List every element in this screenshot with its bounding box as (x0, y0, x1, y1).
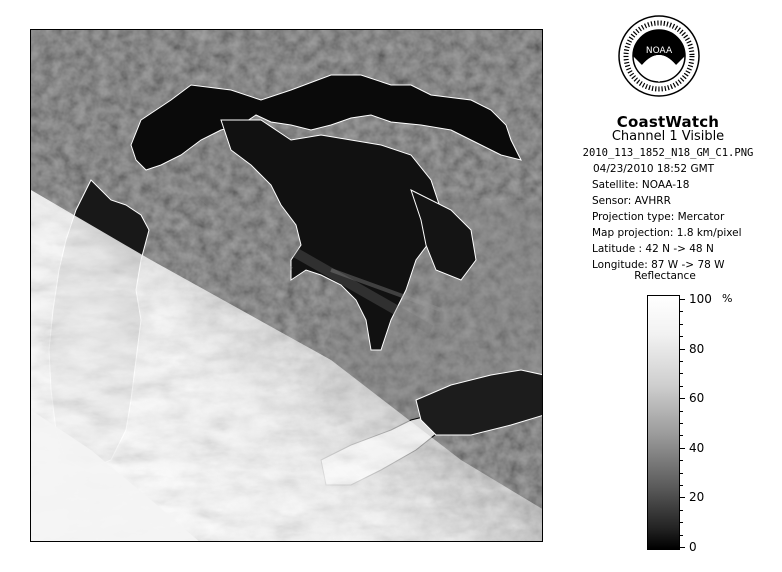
colorbar-minor-tick (680, 473, 683, 474)
colorbar-tick (680, 299, 685, 300)
colorbar-minor-tick (680, 423, 683, 424)
colorbar-tick (680, 547, 685, 548)
colorbar-minor-tick (680, 535, 683, 536)
colorbar-tick (680, 398, 685, 399)
colorbar-minor-tick (680, 435, 683, 436)
colorbar-tick-label: 100 (689, 292, 712, 306)
colorbar-minor-tick (680, 460, 683, 461)
colorbar-tick-label: 80 (689, 341, 705, 356)
colorbar-tick (680, 349, 685, 350)
longitude-text: Longitude: 87 W -> 78 W (592, 259, 725, 271)
colorbar-minor-tick (680, 324, 683, 325)
satellite-image (30, 29, 543, 542)
map-projection-text: Map projection: 1.8 km/pixel (592, 227, 742, 239)
colorbar-tick-label: 60 (689, 391, 705, 406)
sensor-text: Sensor: AVHRR (592, 195, 671, 207)
colorbar-minor-tick (680, 311, 683, 312)
latitude-text: Latitude : 42 N -> 48 N (592, 243, 714, 255)
colorbar-minor-tick (680, 386, 683, 387)
colorbar-tick-label: 0 (689, 540, 697, 554)
colorbar-minor-tick (680, 336, 683, 337)
noaa-logo-icon (618, 15, 700, 97)
colorbar-minor-tick (680, 510, 683, 511)
colorbar-tick (680, 497, 685, 498)
satellite-text: Satellite: NOAA-18 (592, 179, 690, 191)
logo-text: NOAA (645, 46, 673, 56)
reflectance-colorbar (647, 295, 680, 550)
projection-type-text: Projection type: Mercator (592, 211, 725, 223)
colorbar-unit: % (722, 292, 733, 305)
colorbar-minor-tick (680, 361, 683, 362)
colorbar-tick-label: 40 (689, 440, 705, 455)
datetime-text: 04/23/2010 18:52 GMT (593, 163, 715, 175)
colorbar-title: Reflectance (634, 270, 696, 282)
colorbar-minor-tick (680, 485, 683, 486)
colorbar-minor-tick (680, 411, 683, 412)
colorbar-tick-label: 20 (689, 490, 705, 505)
app-title: CoastWatch (616, 113, 720, 131)
channel-subtitle: Channel 1 Visible (611, 129, 725, 144)
colorbar-tick (680, 448, 685, 449)
colorbar-minor-tick (680, 373, 683, 374)
file-name: 2010_113_1852_N18_GM_C1.PNG (582, 147, 754, 159)
colorbar-minor-tick (680, 522, 683, 523)
